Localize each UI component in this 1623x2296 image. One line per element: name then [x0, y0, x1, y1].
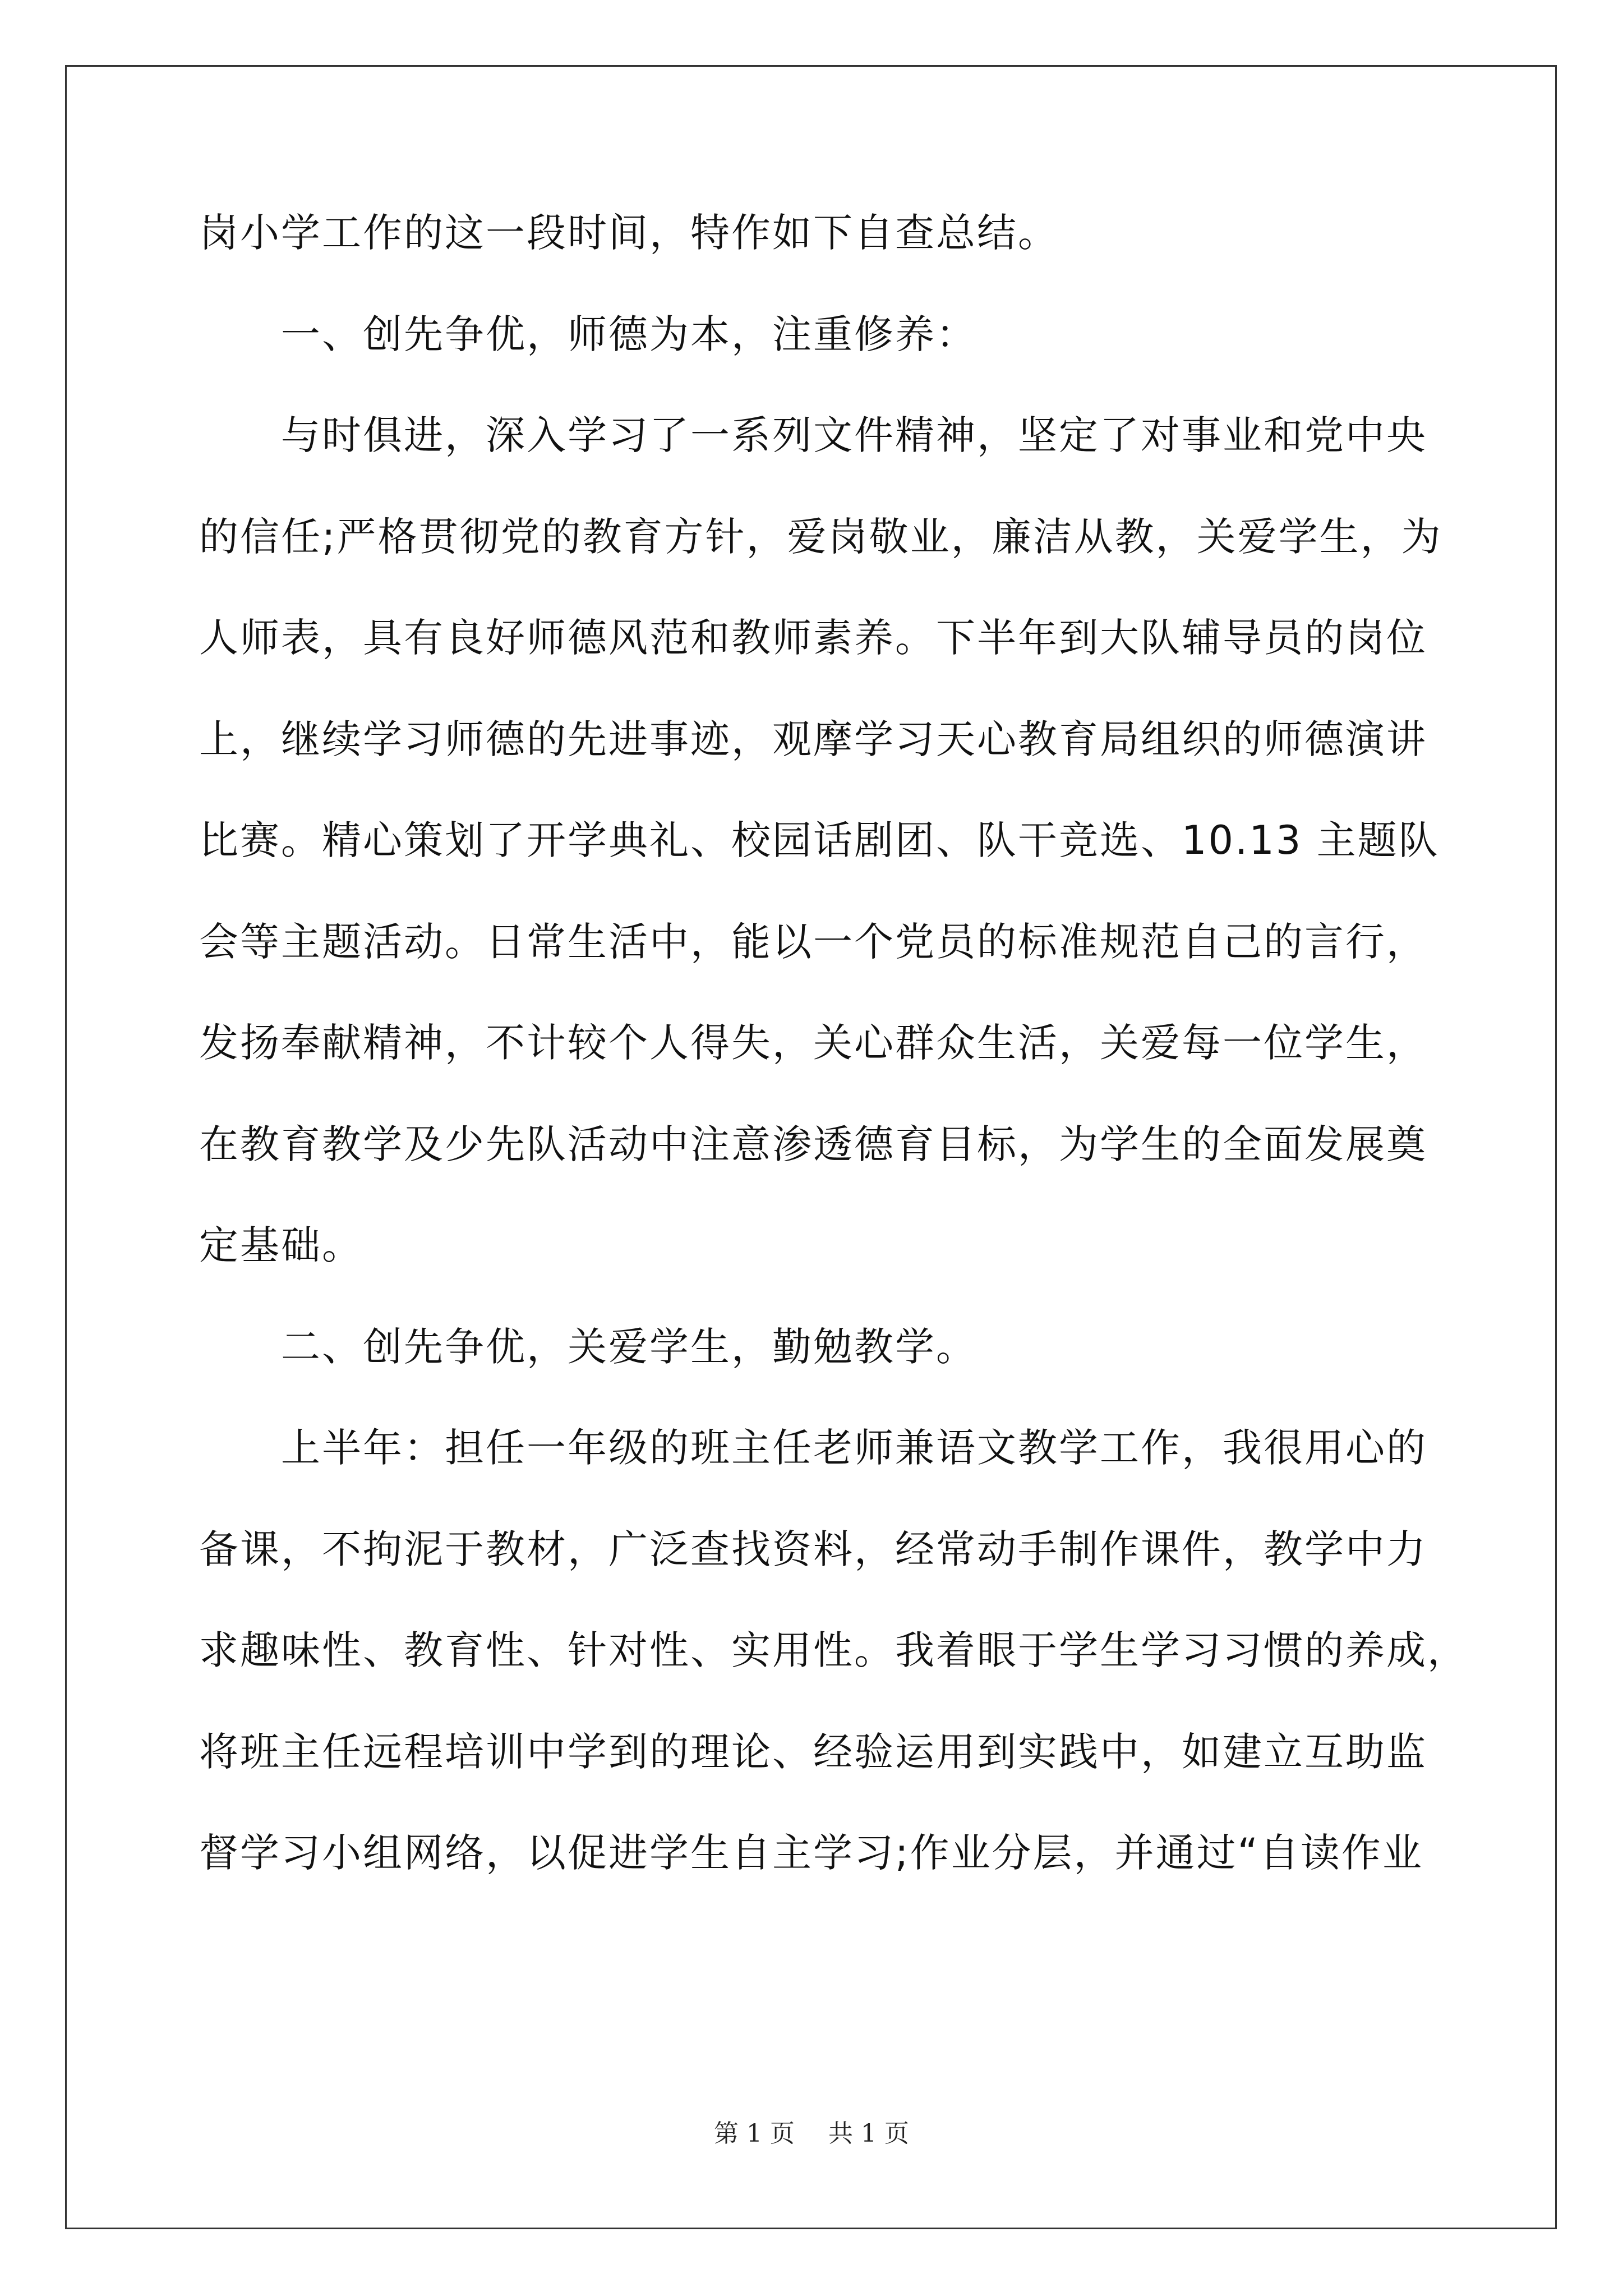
text-line: 与时俱进，深入学习了一系列文件精神，坚定了对事业和党中央 [281, 412, 1427, 458]
document-body [199, 210, 1468, 1935]
section-heading: 一、创先争优，师德为本，注重修养： [281, 311, 977, 357]
text-line: 发扬奉献精神，不计较个人得失，关心群众生活，关爱每一位学生， [199, 1020, 1427, 1066]
text-line: 的信任;严格贯彻党的教育方针，爱岗敬业，廉洁从教，关爱学生，为 [199, 513, 1442, 560]
page-number: 第 1 页 [714, 2119, 795, 2148]
text-line: 比赛。精心策划了开学典礼、校园话剧团、队干竞选、10.13 主题队 [199, 817, 1440, 863]
text-line: 督学习小组网络，以促进学生自主学习;作业分层，并通过“自读作业 [199, 1830, 1423, 1876]
page-total: 共 1 页 [828, 2119, 909, 2148]
section-heading: 二、创先争优，关爱学生，勤勉教学。 [281, 1323, 977, 1370]
text-line: 将班主任远程培训中学到的理论、经验运用到实践中，如建立互助监 [199, 1728, 1427, 1775]
page-footer [0, 2119, 1623, 2148]
text-line: 人师表，具有良好师德风范和教师素养。下半年到大队辅导员的岗位 [199, 615, 1427, 661]
text-line: 岗小学工作的这一段时间，特作如下自查总结。 [199, 210, 1059, 256]
text-line: 会等主题活动。日常生活中，能以一个党员的标准规范自己的言行， [199, 918, 1427, 965]
text-line: 上，继续学习师德的先进事迹，观摩学习天心教育局组织的师德演讲 [199, 716, 1427, 762]
text-line: 备课，不拘泥于教材，广泛查找资料，经常动手制作课件，教学中力 [199, 1526, 1427, 1572]
text-line: 在教育教学及少先队活动中注意渗透德育目标，为学生的全面发展奠 [199, 1121, 1427, 1167]
text-line: 上半年：担任一年级的班主任老师兼语文教学工作，我很用心的 [281, 1425, 1427, 1471]
text-line: 求趣味性、教育性、针对性、实用性。我着眼于学生学习习惯的养成， [199, 1627, 1468, 1673]
text-line: 定基础。 [199, 1222, 363, 1268]
